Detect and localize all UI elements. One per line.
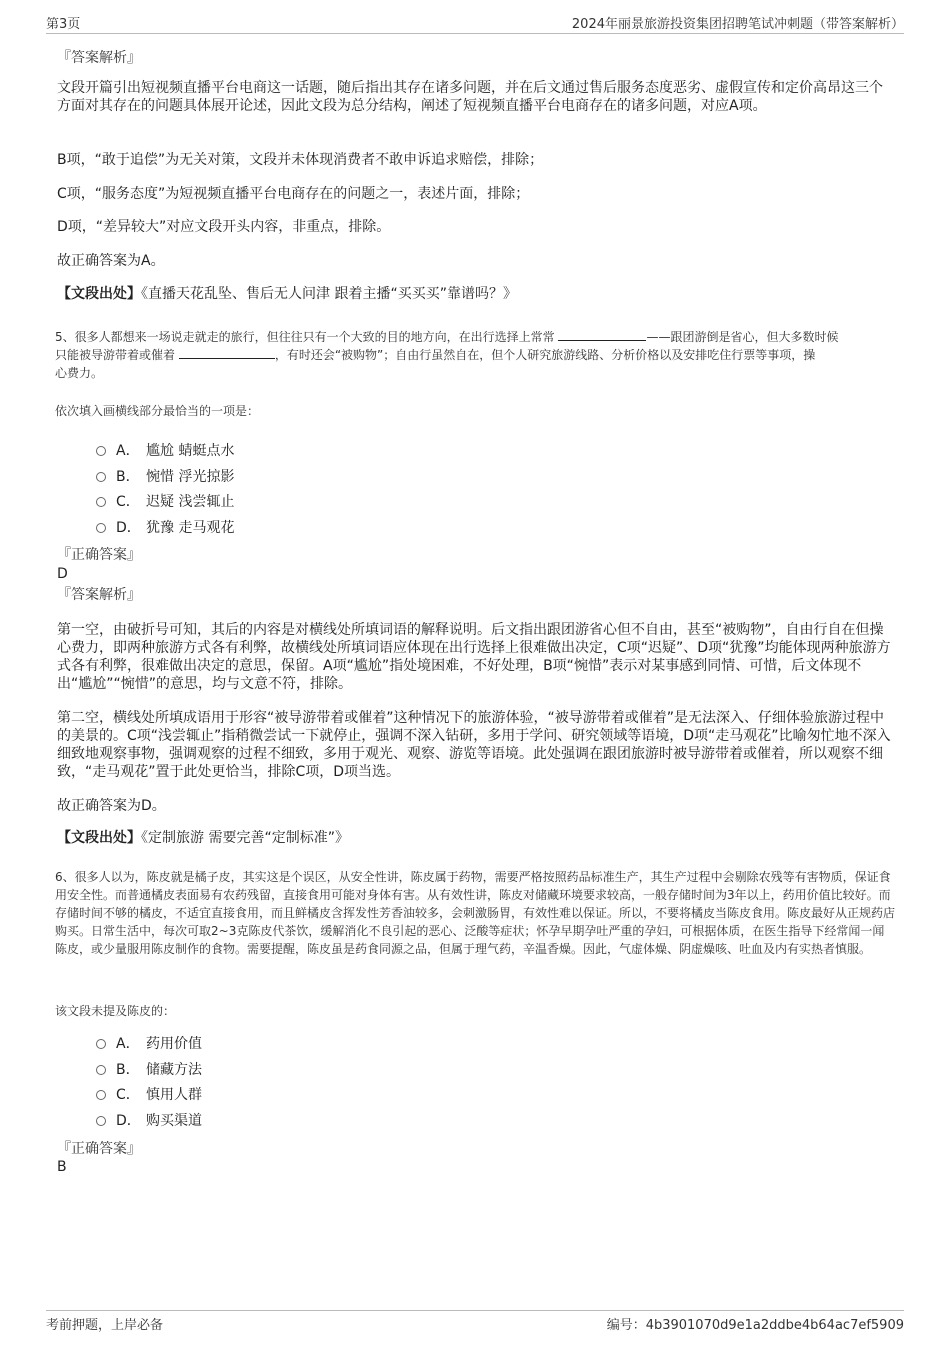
q5-answer-label: 『正确答案』 (57, 547, 141, 563)
radio-icon[interactable] (96, 523, 106, 533)
option-text: 迟疑 浅尝辄止 (146, 494, 235, 510)
q6-option-c[interactable] (96, 1084, 202, 1106)
option-letter: D． (116, 1113, 141, 1129)
page-footer (0, 1305, 950, 1345)
q5-option-c[interactable] (96, 491, 234, 513)
q6-prompt: 该文段未提及陈皮的： (55, 1004, 176, 1018)
q5-source-title: 《定制旅游 需要完善“定制标准”》 (141, 830, 349, 846)
q4-source-label: 【文段出处】 (57, 286, 141, 302)
q5-option-b[interactable] (96, 466, 234, 488)
q5-source-label: 【文段出处】 (57, 830, 141, 846)
q5-blank-1 (558, 329, 646, 341)
option-letter: A． (116, 443, 140, 459)
option-text: 尴尬 蜻蜓点水 (146, 443, 235, 459)
option-letter: A． (116, 1036, 140, 1052)
option-letter: B． (116, 1062, 140, 1078)
q5-stem-part-b: ——跟团游倒是省心，但大多数时候 (646, 330, 839, 344)
option-text: 药用价值 (146, 1036, 202, 1052)
option-letter: C． (116, 1087, 140, 1103)
q6-option-d[interactable] (96, 1110, 202, 1132)
option-letter: D． (116, 520, 141, 536)
q4-analysis-label: 『答案解析』 (57, 50, 141, 66)
document-title: 2024年丽景旅游投资集团招聘笔试冲刺题（带答案解析） (571, 17, 904, 32)
q4-source-title: 《直播天花乱坠、售后无人问津 跟着主播“买买买”靠谱吗？》 (141, 286, 517, 302)
q5-analysis-label: 『答案解析』 (57, 587, 141, 603)
option-text: 购买渠道 (146, 1113, 202, 1129)
footer-slogan: 考前押题，上岸必备 (46, 1318, 164, 1333)
q5-option-d[interactable] (96, 517, 234, 539)
q5-stem-part-a: 5、很多人都想来一场说走就走的旅行，但往往只有一个大致的目的地方向，在出行选择上常常 (55, 330, 555, 344)
q5-analysis-paragraph-1: 第一空，由破折号可知，其后的内容是对横线处所填词语的解释说明。后文指出跟团游省心但不自由，甚至“被购物”，自由行自在但操心费力，即两种旅游方式各有利弊，故横线处所填词语应体现在出行选择上很难做出决定，C项“迟疑”、D项“犹豫”均能体现两种旅游方式各有利弊，很难做出决定的意思，保留。A项“尴尬”指处境困难，不好处理，B项“惋惜”表示对某事感到同情、可惜，后文体现不出“尴尬”“惋惜”的意思，均与文意不符，排除。 (57, 622, 891, 692)
page-number: 第3页 (46, 17, 81, 32)
q5-stem-part-e: 心费力。 (55, 366, 104, 380)
q6-answer-label: 『正确答案』 (57, 1141, 141, 1157)
radio-icon[interactable] (96, 497, 106, 507)
radio-icon[interactable] (96, 472, 106, 482)
q6-answer: B (57, 1159, 67, 1175)
option-text: 储藏方法 (146, 1062, 202, 1078)
footer-divider (46, 1310, 904, 1311)
radio-icon[interactable] (96, 1090, 106, 1100)
q5-conclusion: 故正确答案为D。 (57, 798, 166, 814)
q5-analysis-paragraph-2: 第二空，横线处所填成语用于形容“被导游带着或催着”这种情况下的旅游体验，“被导游带着或催着”是无法深入、仔细体验旅游过程中的美景的。C项“浅尝辄止”指稍微尝试一下就停止，强调不深入钻研，多用于学问、研究领域等语境，D项“走马观花”比喻匆忙地不深入细致地观察事物，强调观察的过程不细致，多用于观光、观察、游览等语境。此处强调在跟团旅游时被导游带着或催着，所以观察不细致，“走马观花”置于此处更恰当，排除C项，D项当选。 (57, 710, 891, 780)
radio-icon[interactable] (96, 1039, 106, 1049)
option-text: 慎用人群 (146, 1087, 202, 1103)
q4-conclusion: 故正确答案为A。 (57, 253, 165, 269)
q4-source (57, 284, 892, 304)
q5-stem (55, 328, 895, 382)
q5-prompt: 依次填入画横线部分最恰当的一项是： (55, 404, 260, 418)
q5-source (57, 828, 892, 848)
q4-analysis-paragraph-1: 文段开篇引出短视频直播平台电商这一话题，随后指出其存在诸多问题，并在后文通过售后服务态度恶劣、虚假宣传和定价高昂这三个方面对其存在的问题具体展开论述，因此文段为总分结构，阐述了短视频直播平台电商存在的诸多问题，对应A项。 (57, 80, 883, 114)
q6-option-b[interactable] (96, 1059, 202, 1081)
option-text: 惋惜 浮光掠影 (146, 469, 235, 485)
option-letter: B． (116, 469, 140, 485)
q4-analysis-paragraph-2: B项，“敢于追偿”为无关对策，文段并未体现消费者不敢申诉追求赔偿，排除； (57, 152, 544, 168)
header-divider (46, 33, 904, 34)
radio-icon[interactable] (96, 446, 106, 456)
radio-icon[interactable] (96, 1065, 106, 1075)
q5-option-a[interactable] (96, 440, 234, 462)
q5-blank-2 (179, 347, 275, 359)
q6-option-a[interactable] (96, 1033, 202, 1055)
option-text: 犹豫 走马观花 (146, 520, 235, 536)
q4-analysis-paragraph-3: C项，“服务态度”为短视频直播平台电商存在的问题之一，表述片面，排除； (57, 186, 530, 202)
q5-answer: D (57, 566, 68, 582)
q5-stem-part-c: 只能被导游带着或催着 (55, 348, 176, 362)
q6-stem: 6、很多人以为，陈皮就是橘子皮，其实这是个误区，从安全性讲，陈皮属于药物，需要严格按照药品标准生产，其生产过程中会剔除农残等有害物质，保证食用安全性。而普通橘皮表面易有农药残留，直接食用可能对身体有害。从有效性讲，陈皮对储藏环境要求较高，一般存储时间为3年以上，药用价值比较好。而存储时间不够的橘皮，不适宜直接食用，而且鲜橘皮含挥发性芳香油较多，会刺激肠胃，有效性难以保证。所以，不要将橘皮当陈皮食用。陈皮最好从正规药店购买。日常生活中，每次可取2~3克陈皮代茶饮，缓解消化不良引起的恶心、泛酸等症状；怀孕早期孕吐严重的孕妇，可根据体质，在医生指导下经常闻一闻陈皮，或少量服用陈皮制作的食物。需要提醒，陈皮虽是药食同源之品，但属于理气药，辛温香燥。因此，气虚体燥、阴虚燥咳、吐血及内有实热者慎服。 (55, 870, 896, 956)
q5-stem-part-d: ，有时还会“被购物”；自由行虽然自在，但个人研究旅游线路、分析价格以及安排吃住行票等事项，操 (274, 348, 816, 362)
page-header (0, 0, 950, 36)
radio-icon[interactable] (96, 1116, 106, 1126)
option-letter: C． (116, 494, 140, 510)
q4-analysis-paragraph-4: D项，“差异较大”对应文段开头内容，非重点，排除。 (57, 219, 391, 235)
footer-serial-number: 编号：4b3901070d9e1a2ddbe4b64ac7ef5909 (606, 1318, 904, 1333)
